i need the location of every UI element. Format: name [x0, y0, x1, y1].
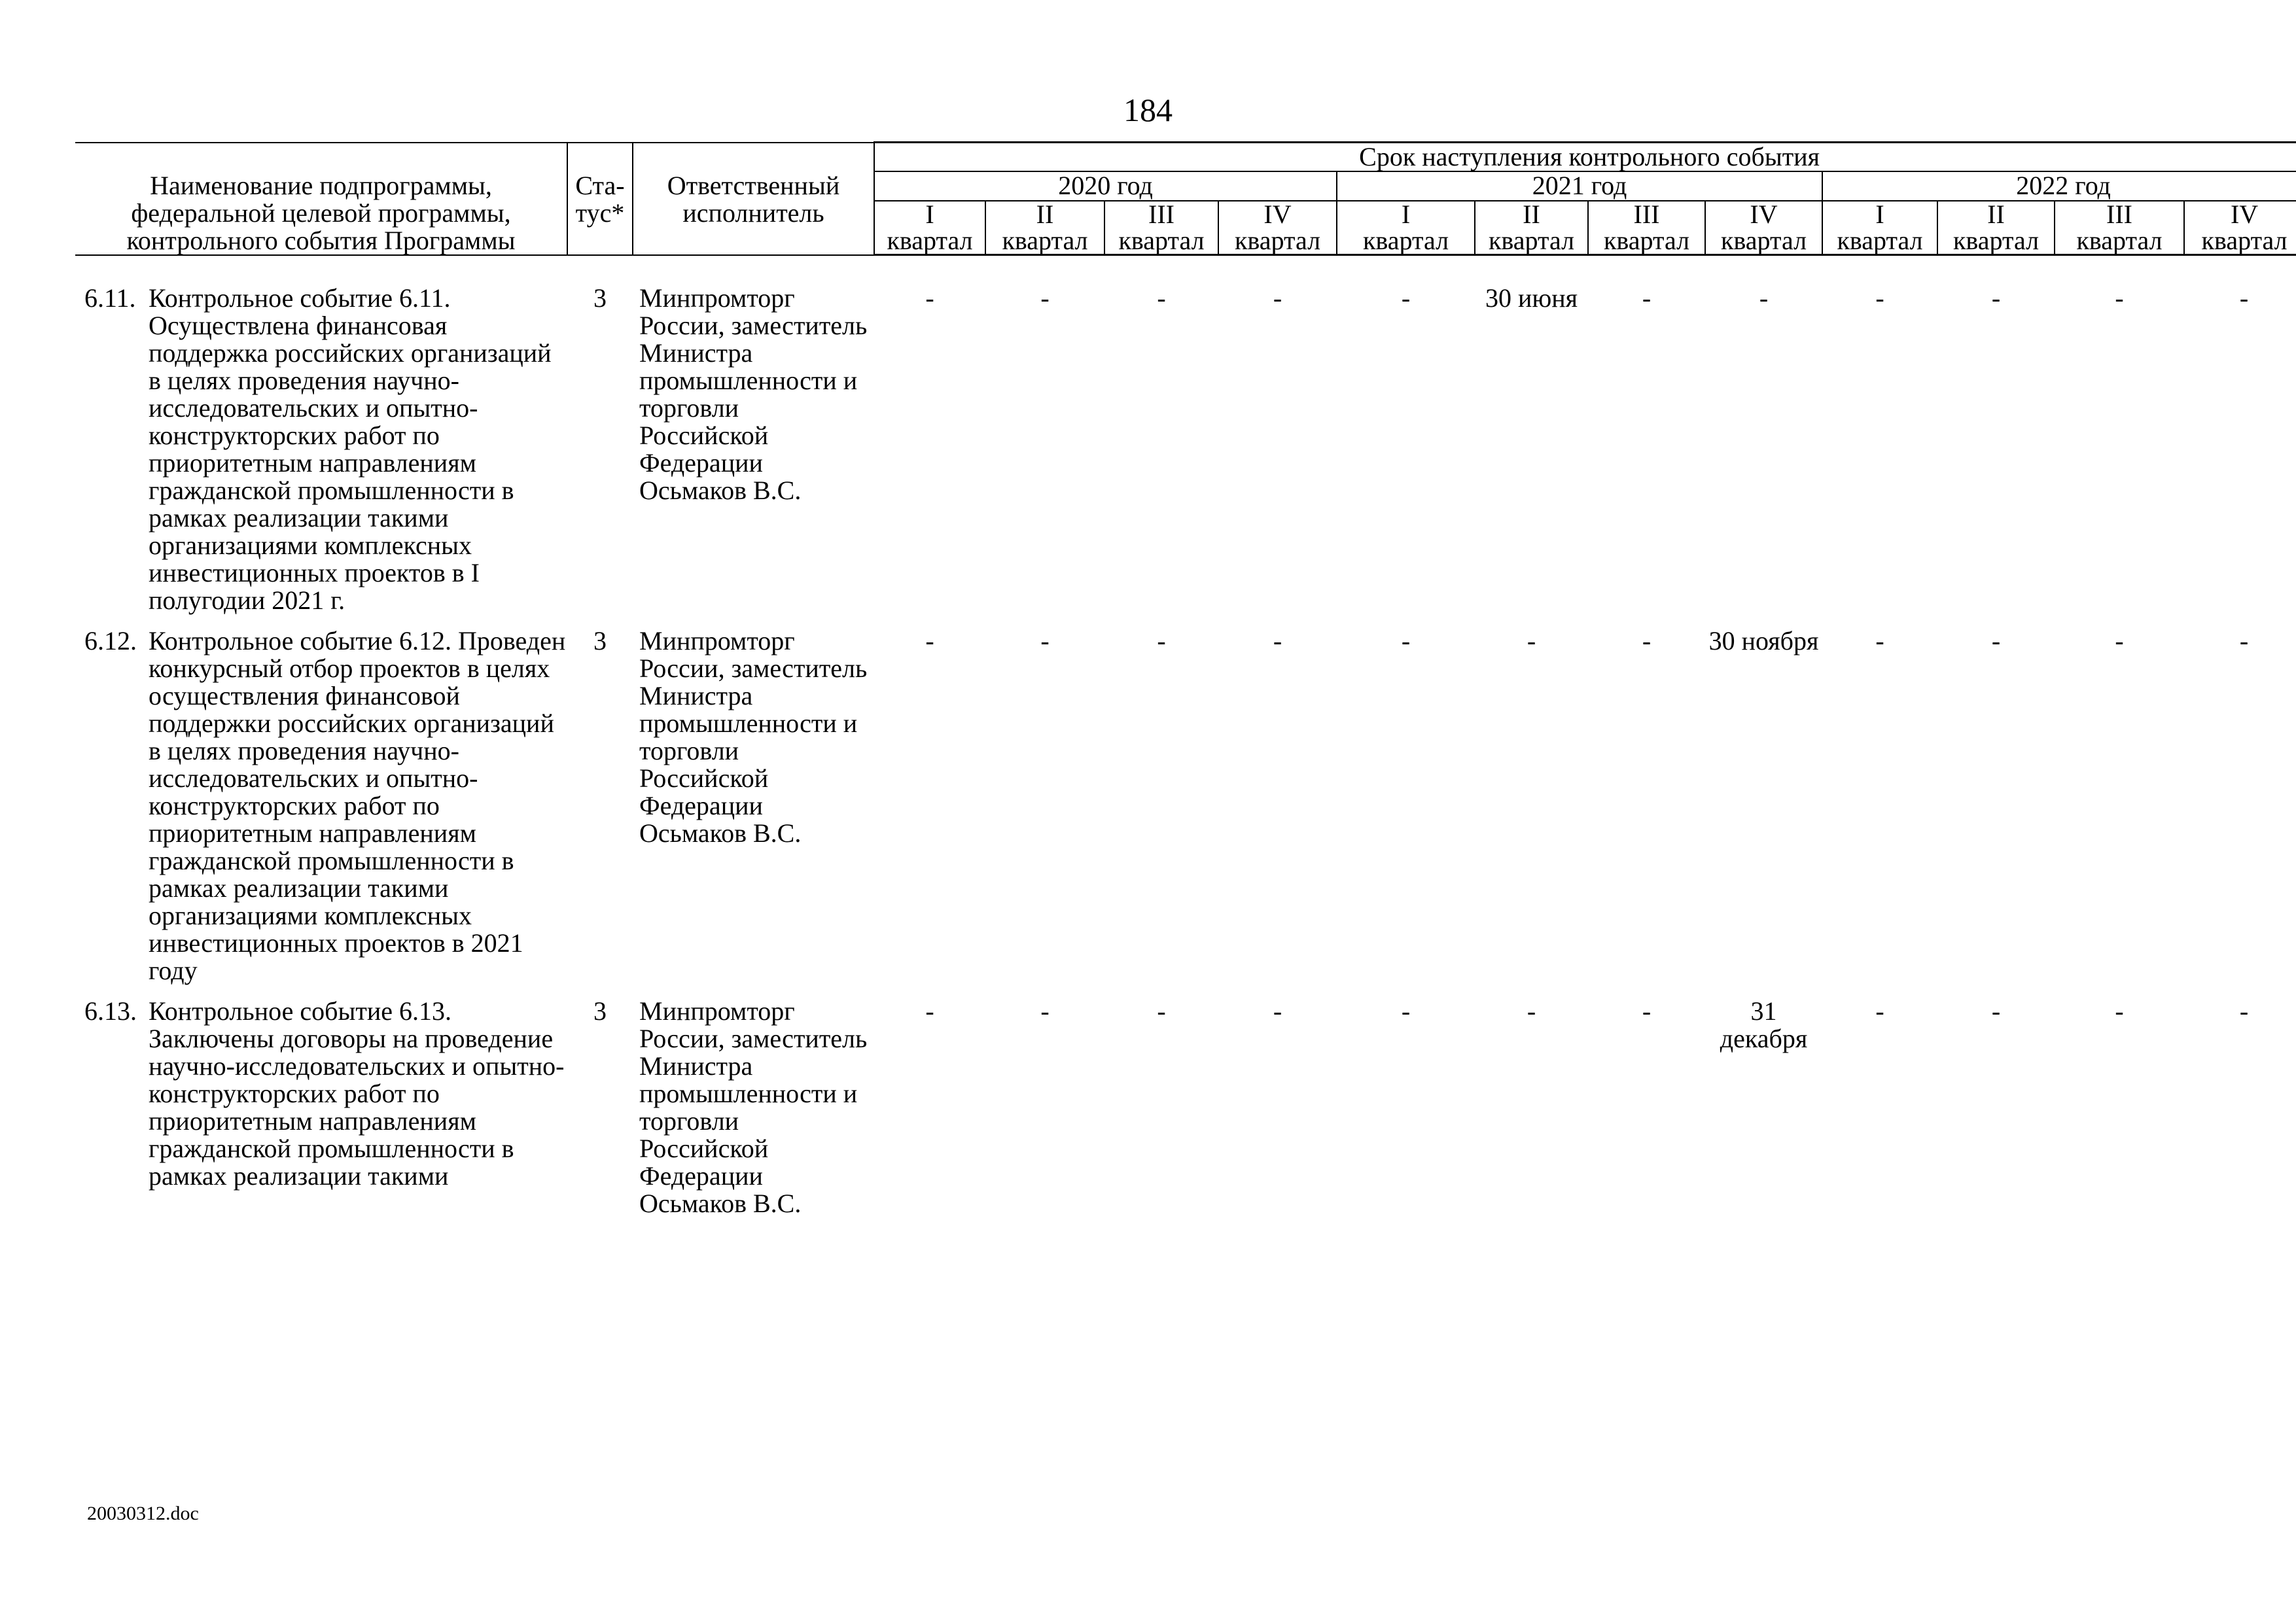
quarter-number: II [1523, 199, 1540, 229]
quarter-label: квартал [1952, 225, 2040, 255]
quarter-label: квартал [1837, 225, 1923, 255]
header-quarter [1937, 201, 2055, 255]
quarter-value: 30 ноября [1708, 626, 1819, 655]
table-row [75, 285, 2296, 614]
quarter-value: - [1401, 283, 1411, 313]
header-year-2022: 2022 год [1822, 171, 2296, 200]
quarter-number: III [1633, 199, 1660, 229]
event-description: Контрольное событие 6.11. Осуществлена финансовая поддержка российских организаций в целях проведения научно-исследовательских и опытно-конструкторских работ по приоритетным направлениям гражданской промышленности в рамках реализации такими организациями комплексных инвестиционных проектов в I полугодии 2021 г. [149, 283, 552, 615]
quarter-value: - [1273, 996, 1282, 1026]
quarter-value: - [2115, 626, 2124, 655]
quarter-label: квартал [2201, 225, 2287, 255]
quarter-label: квартал [2076, 225, 2163, 255]
quarter-value: - [925, 626, 934, 655]
header-status-column: Ста-тус* [567, 143, 633, 255]
control-events-table [75, 141, 2296, 1217]
quarter-value: - [2239, 283, 2249, 313]
event-number: 6.12. [84, 626, 137, 655]
quarter-value: - [925, 996, 934, 1026]
quarter-value: - [2115, 996, 2124, 1026]
quarter-number: I [1401, 199, 1411, 229]
quarter-value: - [1875, 996, 1884, 1026]
table-row [75, 627, 2296, 985]
event-executor: Минпромторг России, заместитель Министра промышленности и торговли Российской Федерации Осьмаков В.С. [639, 283, 868, 505]
quarter-number: II [1036, 199, 1054, 229]
header-quarter [2055, 201, 2184, 255]
header-quarter [2184, 201, 2296, 255]
quarter-label: квартал [1362, 225, 1449, 255]
quarter-number: III [1148, 199, 1174, 229]
quarter-label: квартал [1603, 225, 1690, 255]
quarter-value: - [1273, 626, 1282, 655]
header-quarter [985, 201, 1104, 255]
header-quarter [1822, 201, 1937, 255]
event-name-cell [75, 627, 567, 985]
quarter-value: - [2239, 626, 2249, 655]
event-status: 3 [593, 283, 607, 313]
event-executor: Минпромторг России, заместитель Министра промышленности и торговли Российской Федерации Осьмаков В.С. [639, 996, 868, 1218]
event-name-cell [75, 285, 567, 614]
page-number: 184 [1123, 92, 1173, 128]
quarter-value: - [1157, 996, 1166, 1026]
quarter-value: - [1642, 626, 1651, 655]
header-year-2021: 2021 год [1337, 171, 1822, 200]
quarter-value: - [1527, 626, 1536, 655]
quarter-value: - [1991, 626, 2001, 655]
event-description: Контрольное событие 6.13. Заключены договоры на проведение научно-исследовательских и опытно-конструкторских работ по приоритетным направлениям гражданской промышленности в рамках реализации такими [149, 996, 565, 1191]
quarter-value: - [1991, 283, 2001, 313]
header-quarter [1705, 201, 1822, 255]
header-name-column: Наименование подпрограммы, федеральной целевой программы, контрольного события Программы [75, 143, 567, 255]
quarter-value: - [1759, 283, 1769, 313]
quarter-label: квартал [1234, 225, 1321, 255]
quarter-number: I [1875, 199, 1884, 229]
quarter-value: - [1642, 996, 1651, 1026]
quarter-number: II [1987, 199, 2005, 229]
quarter-label: квартал [887, 225, 973, 255]
quarter-value: - [1527, 996, 1536, 1026]
event-executor: Минпромторг России, заместитель Министра промышленности и торговли Российской Федерации Осьмаков В.С. [639, 626, 868, 848]
header-srok: Срок наступления контрольного события [874, 143, 2296, 172]
event-name-cell [75, 998, 567, 1217]
header-quarter [1588, 201, 1705, 255]
quarter-value: 30 июня [1485, 283, 1578, 313]
quarter-value: 31 декабря [1720, 996, 1808, 1053]
event-number: 6.13. [84, 996, 137, 1026]
quarter-number: I [925, 199, 934, 229]
quarter-number: III [2106, 199, 2132, 229]
quarter-label: квартал [1118, 225, 1205, 255]
header-quarter [1218, 201, 1337, 255]
quarter-number: IV [2230, 199, 2259, 229]
event-status: 3 [593, 626, 607, 655]
header-quarter [1104, 201, 1218, 255]
quarter-value: - [2115, 283, 2124, 313]
quarter-value: - [1642, 283, 1651, 313]
quarter-value: - [1401, 996, 1411, 1026]
quarter-value: - [925, 283, 934, 313]
quarter-label: квартал [1002, 225, 1088, 255]
footer-filename: 20030312.doc [87, 1503, 199, 1524]
quarter-value: - [1040, 996, 1050, 1026]
table-row [75, 998, 2296, 1217]
quarter-value: - [1157, 626, 1166, 655]
quarter-value: - [1273, 283, 1282, 313]
header-year-2020: 2020 год [874, 171, 1337, 200]
quarter-value: - [1040, 283, 1050, 313]
quarter-label: квартал [1488, 225, 1575, 255]
quarter-value: - [2239, 996, 2249, 1026]
quarter-value: - [1157, 283, 1166, 313]
quarter-value: - [1401, 626, 1411, 655]
quarter-value: - [1040, 626, 1050, 655]
quarter-value: - [1875, 626, 1884, 655]
header-quarter [1337, 201, 1475, 255]
quarter-number: IV [1750, 199, 1778, 229]
quarter-value: - [1875, 283, 1884, 313]
event-description: Контрольное событие 6.12. Проведен конкурсный отбор проектов в целях осуществления финансовой поддержки российских организаций в целях проведения научно-исследовательских и опытно-конструкторских работ по приоритетным направлениям гражданской промышленности в рамках реализации такими организациями комплексных инвестиционных проектов в 2021 году [149, 626, 566, 985]
header-quarter [1475, 201, 1588, 255]
event-number: 6.11. [84, 283, 136, 313]
quarter-label: квартал [1720, 225, 1807, 255]
header-quarter [874, 201, 985, 255]
quarter-value: - [1991, 996, 2001, 1026]
event-status: 3 [593, 996, 607, 1026]
header-executor-column: Ответственный исполнитель [633, 143, 874, 255]
quarter-number: IV [1263, 199, 1292, 229]
